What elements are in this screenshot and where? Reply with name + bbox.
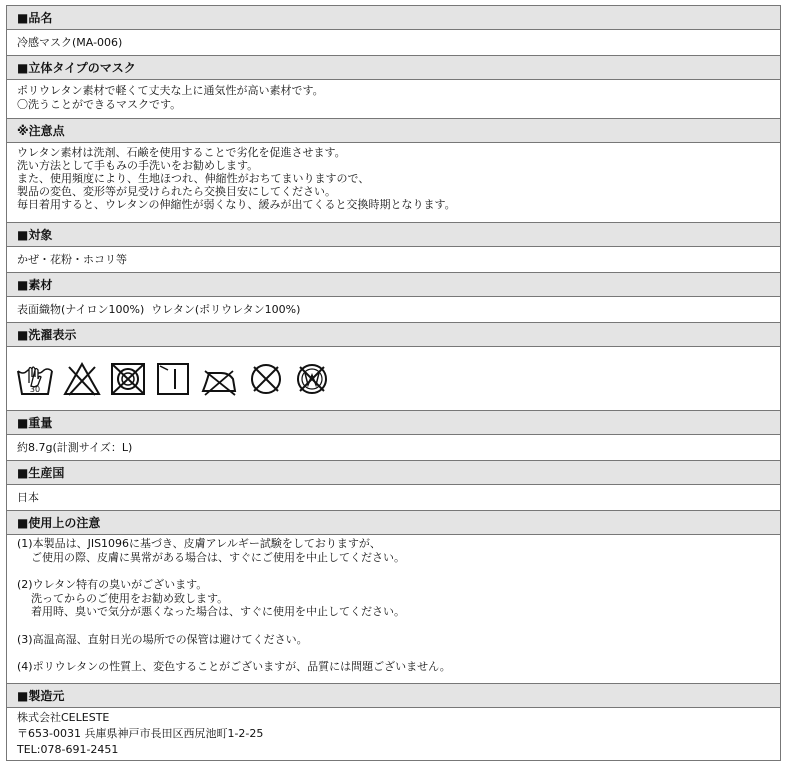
product-name-body (6, 30, 781, 56)
origin-body (6, 485, 781, 511)
notes-line: ウレタン素材は洗剤、石鹸を使用することで劣化を促進させます。 (17, 146, 346, 159)
notes-body (6, 143, 781, 223)
maker-body (6, 708, 781, 761)
do-not-bleach-icon (63, 361, 101, 397)
notes-line: また、使用頻度により、生地ほつれ、伸縮性がおちてまいりますので、 (17, 172, 370, 185)
product-spec-table (6, 5, 781, 761)
do-not-iron-icon (199, 361, 239, 397)
usage-header: ■使用上の注意 (6, 511, 781, 535)
do-not-wet-clean-icon (293, 361, 331, 397)
weight-body (6, 435, 781, 461)
notes-header: ※注意点 (6, 119, 781, 143)
material-body (6, 297, 781, 323)
target-body (6, 247, 781, 273)
usage-body (6, 535, 781, 684)
hand-wash-temp: 30 (29, 385, 41, 394)
usage-line: 着用時、臭いで気分が悪くなった場合は、すぐに使用を中止してください。 (17, 605, 405, 618)
care-symbols (15, 350, 331, 408)
structure-body (6, 80, 781, 119)
material-header: ■素材 (6, 273, 781, 297)
care-body (6, 347, 781, 411)
line-dry-icon (155, 361, 191, 397)
notes-line: 洗い方法として手もみの手洗いをお勧めします。 (17, 159, 259, 172)
maker-tel: TEL:078-691-2451 (17, 743, 119, 756)
usage-line: ご使用の際、皮膚に異常がある場合は、すぐにご使用を中止してください。 (17, 550, 405, 564)
do-not-tumble-dry-icon (109, 361, 147, 397)
material-text: 表面織物(ナイロン100%) ウレタン(ポリウレタン100%) (17, 302, 301, 316)
usage-line: (3)高温高湿、直射日光の場所での保管は避けてください。 (17, 632, 308, 646)
usage-line: (2)ウレタン特有の臭いがございます。 (17, 578, 208, 591)
hand-wash-30-icon (15, 361, 55, 397)
maker-company: 株式会社CELESTE (17, 711, 110, 724)
notes-line: 製品の変色、変形等が見受けられたら交換目安にしてください。 (17, 185, 336, 198)
target-text: かぜ・花粉・ホコリ等 (17, 252, 127, 266)
target-header: ■対象 (6, 223, 781, 247)
maker-address: 〒653-0031 兵庫県神戸市長田区西尻池町1-2-25 (17, 727, 264, 740)
structure-header: ■立体タイプのマスク (6, 56, 781, 80)
maker-header: ■製造元 (6, 684, 781, 708)
origin-text: 日本 (17, 490, 39, 504)
origin-header: ■生産国 (6, 461, 781, 485)
structure-line: 〇洗うことができるマスクです。 (17, 97, 182, 111)
notes-line: 毎日着用すると、ウレタンの伸縮性が弱くなり、緩みが出てくると交換時期となります。 (17, 198, 456, 211)
care-header: ■洗濯表示 (6, 323, 781, 347)
usage-line: (4)ポリウレタンの性質上、変色することがございますが、品質には問題ございません。 (17, 660, 451, 673)
usage-line: (1)本製品は、JIS1096に基づき、皮膚アレルギー試験をしておりますが、 (17, 537, 381, 550)
usage-line: 洗ってからのご使用をお勧め致します。 (17, 591, 229, 605)
do-not-dry-clean-icon (247, 361, 285, 397)
weight-header: ■重量 (6, 411, 781, 435)
weight-text: 約8.7g(計測サイズ：L) (17, 440, 133, 454)
structure-line: ポリウレタン素材で軽くて丈夫な上に通気性が高い素材です。 (17, 84, 324, 97)
product-name-text: 冷感マスク(MA-006) (17, 35, 123, 49)
product-name-header: ■品名 (6, 6, 781, 30)
